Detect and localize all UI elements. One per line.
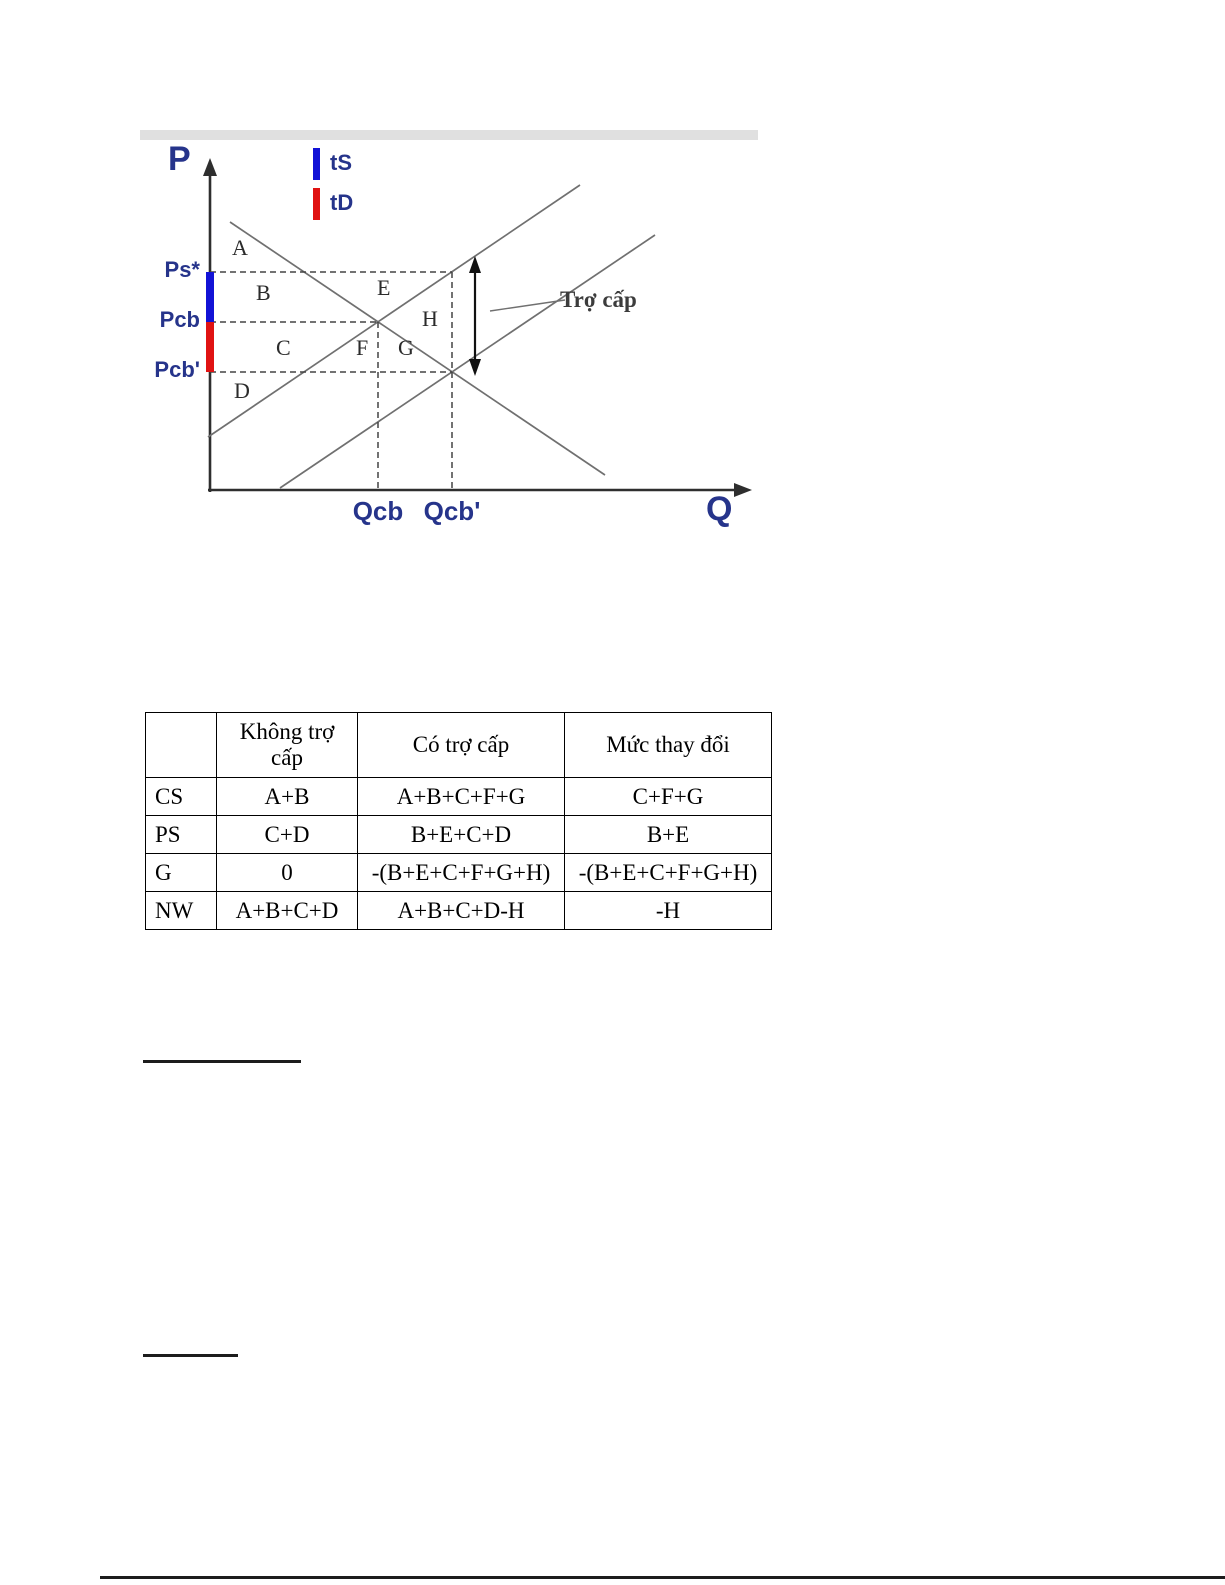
- table-cell: B+E: [565, 816, 772, 854]
- table-cell: A+B+C+D-H: [358, 892, 565, 930]
- quantity-label-qcb: Qcb: [352, 496, 404, 526]
- price-label-ps-star: Ps*: [164, 257, 200, 282]
- area-label-c: C: [276, 335, 291, 360]
- row-label: CS: [146, 778, 217, 816]
- table-cell: -H: [565, 892, 772, 930]
- table-cell: B+E+C+D: [358, 816, 565, 854]
- table-cell: -(B+E+C+F+G+H): [358, 854, 565, 892]
- row-label: NW: [146, 892, 217, 930]
- row-label: G: [146, 854, 217, 892]
- supply-demand-diagram: [140, 130, 760, 550]
- table-header-cell: Mức thay đổi: [565, 713, 772, 778]
- table-cell: A+B+C+D: [217, 892, 358, 930]
- area-label-e: E: [377, 275, 391, 300]
- table-header-row: [146, 713, 772, 778]
- y-axis-label: P: [168, 140, 191, 178]
- page-bottom-rule: [100, 1576, 1225, 1579]
- table-cell: -(B+E+C+F+G+H): [565, 854, 772, 892]
- table-header-cell: Không trợ cấp: [217, 713, 358, 778]
- table-header-cell: Có trợ cấp: [358, 713, 565, 778]
- price-label-pcb-prime: Pcb': [154, 357, 200, 382]
- area-label-h: H: [422, 306, 438, 331]
- area-label-d: D: [234, 378, 250, 403]
- area-label-f: F: [356, 335, 369, 360]
- table-cell: A+B: [217, 778, 358, 816]
- table-cell: A+B+C+F+G: [358, 778, 565, 816]
- table-cell: C+D: [217, 816, 358, 854]
- table-row: [146, 778, 772, 816]
- underline-mark: [143, 1060, 301, 1063]
- table-cell: C+F+G: [565, 778, 772, 816]
- x-axis-label: Q: [706, 490, 733, 528]
- quantity-label-qcb-prime: Qcb': [423, 496, 481, 526]
- underline-mark: [143, 1354, 238, 1357]
- table-header-cell: [146, 713, 217, 778]
- table-row: [146, 854, 772, 892]
- price-label-pcb: Pcb: [159, 307, 200, 332]
- subsidy-figure: [140, 130, 760, 550]
- table-cell: 0: [217, 854, 358, 892]
- row-label: PS: [146, 816, 217, 854]
- welfare-table: [145, 712, 772, 930]
- subsidy-annotation: Trợ cấp: [560, 287, 637, 312]
- area-label-g: G: [398, 335, 414, 360]
- table-row: [146, 892, 772, 930]
- area-label-b: B: [256, 280, 271, 305]
- table-row: [146, 816, 772, 854]
- legend-ts-label: tS: [330, 150, 352, 175]
- area-label-a: A: [232, 235, 248, 260]
- legend-td-label: tD: [330, 190, 354, 215]
